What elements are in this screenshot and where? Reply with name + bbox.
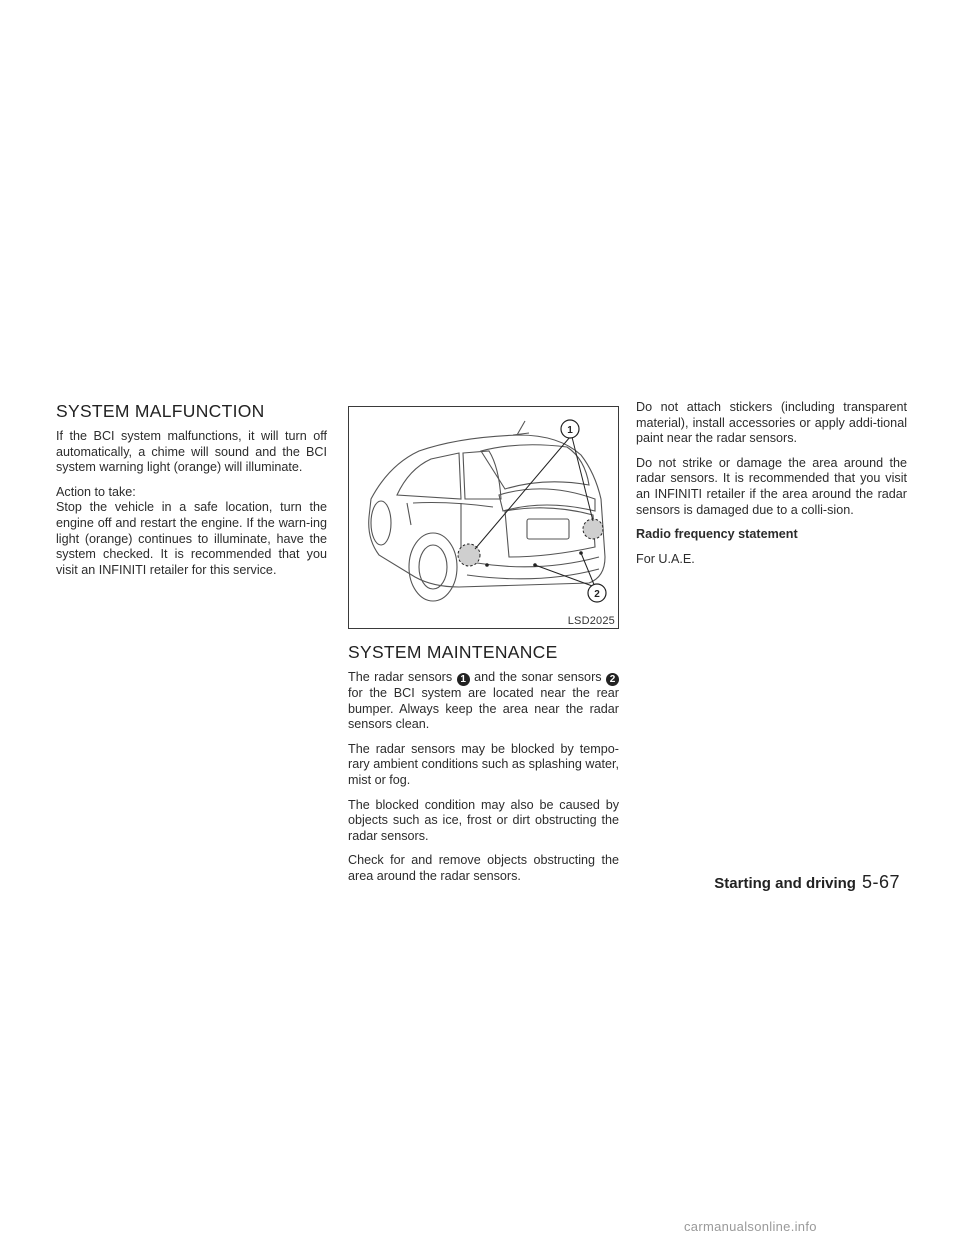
column-right — [636, 400, 907, 576]
vehicle-rear-illustration — [348, 406, 619, 629]
text-fragment: The radar sensors — [348, 670, 453, 684]
stickers-paragraph: Do not attach stickers (including transparent material), install accessories or apply addi-tional paint near the radar sensors. — [636, 400, 907, 446]
malfunction-paragraph: If the BCI system malfunctions, it will turn off automatically, a chime will sound and the BCI system warning light (orange) will illuminate. — [56, 429, 327, 475]
callout-2-icon: 2 — [606, 673, 619, 686]
action-label: Action to take: — [56, 484, 136, 499]
maintenance-paragraph-1 — [348, 670, 619, 733]
column-middle — [348, 400, 619, 885]
text-fragment: for the BCI system are located near the rear bumper. Always keep the area near the radar sensors clean. — [348, 686, 619, 732]
figure-callout-2: 2 — [594, 589, 600, 600]
uae-paragraph: For U.A.E. — [636, 551, 695, 566]
figure-callout-1: 1 — [567, 425, 573, 436]
watermark: carmanualsonline.info — [684, 1219, 817, 1234]
figure-code: LSD2025 — [567, 615, 615, 627]
page-footer — [714, 872, 900, 893]
footer-section-title: Starting and driving — [714, 875, 856, 892]
radio-frequency-subheading: Radio frequency statement — [636, 527, 798, 542]
page-number: 5-67 — [861, 872, 900, 892]
maintenance-paragraph-2: The radar sensors may be blocked by tempo-rary ambient conditions such as splashing water, mist or fog. — [348, 741, 619, 787]
heading-system-maintenance: SYSTEM MAINTENANCE — [348, 642, 558, 662]
damage-paragraph: Do not strike or damage the area around the radar sensors. It is recommended that you visit an INFINITI retailer if the area around the radar sensors is damaged due to a colli-sion. — [636, 455, 907, 517]
callout-1-icon: 1 — [457, 673, 470, 686]
suv-rear-drawing — [349, 407, 618, 628]
heading-system-malfunction: SYSTEM MALFUNCTION — [56, 401, 265, 421]
column-left — [56, 400, 327, 587]
maintenance-paragraph-4: Check for and remove objects obstructing the area around the radar sensors. — [348, 853, 619, 883]
text-fragment: and the sonar sensors — [474, 670, 602, 684]
action-paragraph — [56, 485, 327, 579]
action-text: Stop the vehicle in a safe location, turn the engine off and restart the engine. If the warn-ing light (orange) continues to illuminate, have the system checked. It is recommended that you visit an INFINITI retailer for this service. — [56, 500, 327, 577]
maintenance-paragraph-3: The blocked condition may also be caused by objects such as ice, frost or dirt obstructing the radar sensors. — [348, 797, 619, 843]
